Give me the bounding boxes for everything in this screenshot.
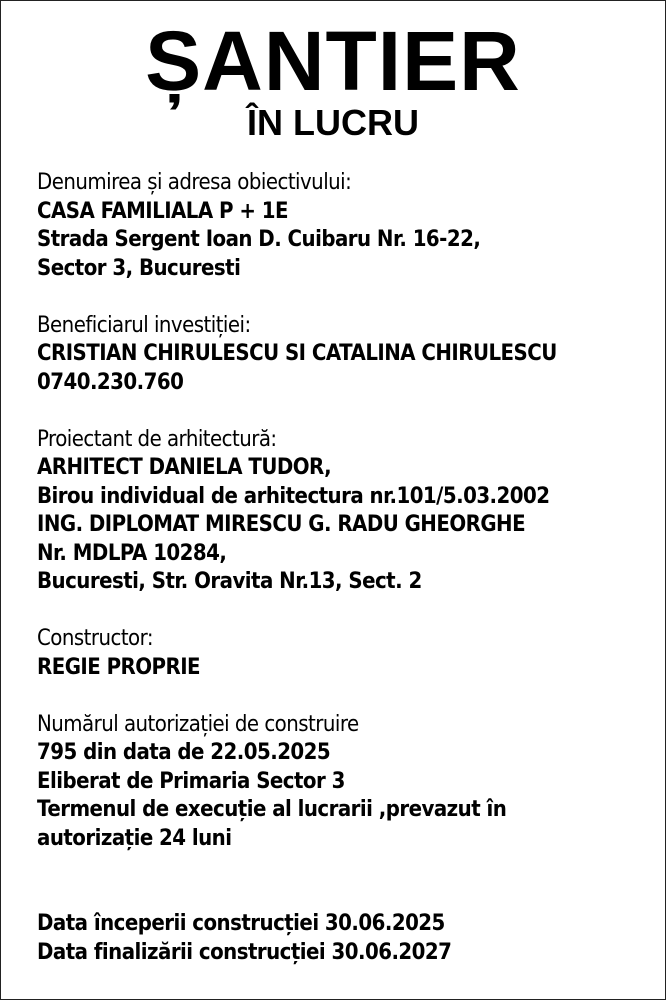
designer-line: Birou individual de arhitectura nr.101/5.03.2002	[37, 483, 550, 509]
permit-line: Termenul de execuție al lucrarii ,prevazut în	[37, 797, 507, 822]
permit-label: Numărul autorizației de construire	[37, 711, 359, 737]
permit-line: autorizație 24 luni	[37, 825, 232, 851]
spacer	[37, 682, 593, 711]
constructor-line: REGIE PROPRIE	[37, 654, 201, 680]
designer-label: Proiectant de arhitectură:	[37, 426, 277, 452]
beneficiary-line: CRISTIAN CHIRULESCU SI CATALINA CHIRULESCU	[37, 341, 557, 366]
sign-content	[37, 169, 593, 967]
sign-title: ȘANTIER	[145, 14, 521, 108]
permit-section	[37, 711, 593, 854]
constructor-section	[37, 625, 593, 682]
designer-line: Bucuresti, Str. Oravita Nr.13, Sect. 2	[37, 569, 422, 594]
constructor-label: Constructor:	[37, 626, 154, 651]
spacer	[37, 283, 593, 312]
permit-line: Eliberat de Primaria Sector 3	[37, 768, 345, 794]
objective-line: CASA FAMILIALA P + 1E	[37, 198, 288, 224]
designer-line: ING. DIPLOMAT MIRESCU G. RADU GHEORGHE	[37, 512, 526, 537]
spacer	[37, 397, 593, 426]
sign-subtitle: ÎN LUCRU	[247, 102, 419, 143]
end-date-line: Data finalizării construcției 30.06.2027	[37, 939, 452, 965]
objective-label: Denumirea și adresa obiectivului:	[37, 170, 352, 195]
designer-section	[37, 426, 593, 597]
spacer	[37, 853, 593, 910]
dates-section	[37, 910, 593, 967]
beneficiary-label: Beneficiarul investiției:	[37, 312, 251, 338]
objective-section	[37, 169, 593, 283]
spacer	[37, 597, 593, 626]
start-date-line: Data începerii construcției 30.06.2025	[37, 911, 445, 936]
designer-line: Nr. MDLPA 10284,	[37, 540, 227, 566]
permit-line: 795 din data de 22.05.2025	[37, 740, 331, 765]
objective-line: Sector 3, Bucuresti	[37, 255, 241, 281]
designer-line: ARHITECT DANIELA TUDOR,	[37, 455, 332, 480]
beneficiary-section	[37, 312, 593, 398]
beneficiary-line: 0740.230.760	[37, 369, 184, 395]
objective-line: Strada Sergent Ioan D. Cuibaru Nr. 16-22,	[37, 227, 481, 252]
